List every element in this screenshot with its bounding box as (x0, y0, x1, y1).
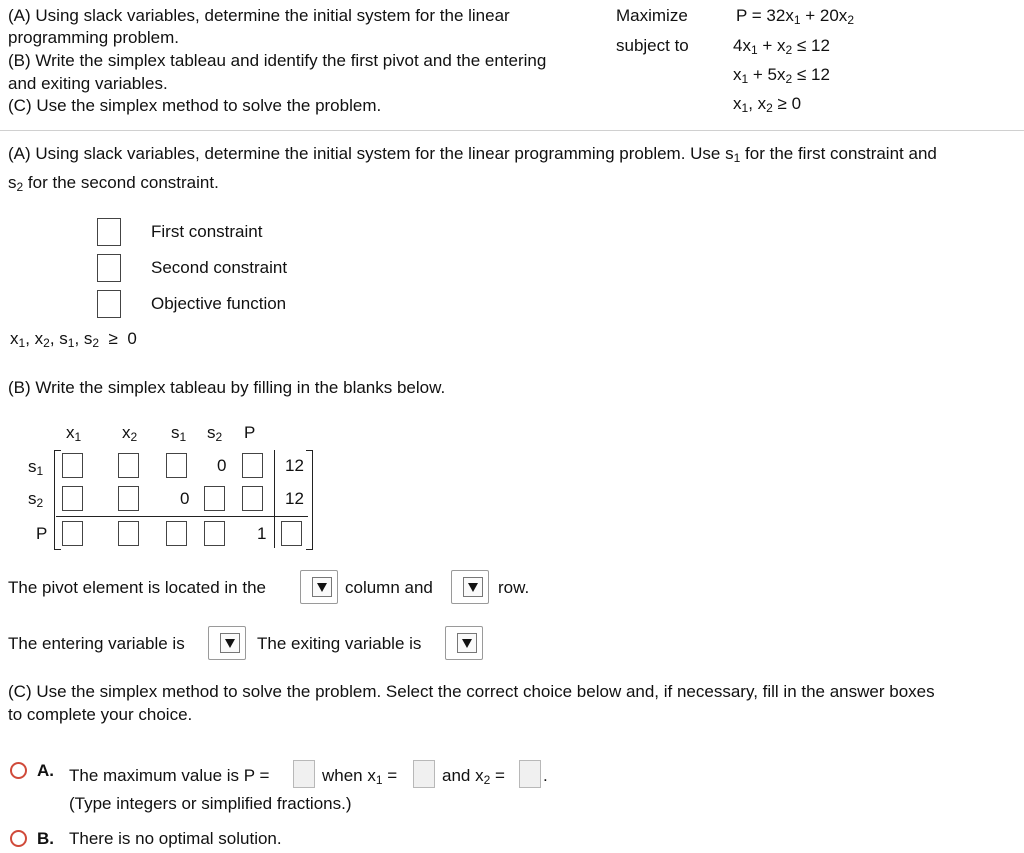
tableau-r1-rhs-value: 12 (285, 456, 304, 475)
header-line-3: (B) Write the simplex tableau and identify the first pivot and the entering (8, 51, 547, 70)
partA-prompt-line-2: $s_2$ for the second constraint. (8, 173, 219, 194)
pivot-column-dropdown[interactable] (300, 570, 338, 604)
nonnegativity-all: $x_1$, $x_2$, $s_1$, $s_2 \ge 0$ (10, 329, 137, 350)
pivot-row-dropdown[interactable] (451, 570, 489, 604)
first-constraint-label: First constraint (151, 222, 263, 241)
option-b-text: There is no optimal solution. (69, 829, 282, 848)
tableau-r3-rhs-input[interactable] (281, 521, 302, 546)
tableau-header-s1: $s_1$ (171, 423, 187, 444)
chevron-down-icon (220, 633, 240, 653)
maximize-label: Maximize (616, 6, 688, 25)
tableau-r2-s1-value: 0 (180, 489, 190, 508)
option-a-text-3: and $x_2$ = (442, 766, 505, 787)
pivot-prefix: The pivot element is located in the (8, 578, 266, 597)
chevron-down-icon (463, 577, 483, 597)
option-b-letter: B. (37, 829, 54, 848)
objective-function-label: Objective function (151, 294, 287, 313)
constraint-1-expression: $4x_1 + x_2 \le 12$ (733, 36, 830, 57)
header-line-5: (C) Use the simplex method to solve the problem. (8, 96, 382, 115)
tableau-r1-x1-input[interactable] (62, 453, 83, 478)
chevron-down-icon (312, 577, 332, 597)
partC-prompt-line-1: (C) Use the simplex method to solve the problem. Select the correct choice below and, if necessary, fill in the answer boxes (8, 682, 935, 701)
tableau-r3-s1-input[interactable] (166, 521, 187, 546)
tableau-r2-x2-input[interactable] (118, 486, 139, 511)
chevron-down-icon (457, 633, 477, 653)
partC-prompt-line-2: to complete your choice. (8, 705, 193, 724)
pivot-mid: column and (345, 578, 433, 597)
entering-label: The entering variable is (8, 634, 185, 653)
option-a-period: . (543, 766, 548, 785)
exiting-label: The exiting variable is (257, 634, 422, 653)
option-a-text-1: The maximum value is P = (69, 766, 270, 785)
tableau-r2-p-input[interactable] (242, 486, 263, 511)
tableau-r1-s1-input[interactable] (166, 453, 187, 478)
partA-prompt-line-1: (A) Using slack variables, determine the initial system for the linear programming problem. Use $s_1$ for the first constraint and (8, 144, 937, 165)
constraint-2-expression: $x_1 + 5x_2 \le 12$ (733, 65, 830, 86)
objective-function-input[interactable] (97, 290, 121, 318)
tableau-r3-p-value: 1 (257, 524, 267, 543)
option-b-radio[interactable] (10, 830, 27, 847)
partB-prompt: (B) Write the simplex tableau by filling in the blanks below. (8, 378, 446, 397)
nonnegativity-expression: $x_1$, $x_2 \ge 0$ (733, 94, 802, 115)
tableau-objective-divider (56, 516, 308, 517)
tableau-r3-s2-input[interactable] (204, 521, 225, 546)
x2-input[interactable] (519, 760, 541, 788)
option-a-text-2: when $x_1$ = (322, 766, 398, 787)
exiting-variable-dropdown[interactable] (445, 626, 483, 660)
tableau-left-bracket (54, 450, 61, 550)
tableau-header-x2: $x_2$ (122, 423, 138, 444)
pivot-suffix: row. (498, 578, 530, 597)
header-line-2: programming problem. (8, 28, 180, 47)
second-constraint-input[interactable] (97, 254, 121, 282)
header-line-4: and exiting variables. (8, 74, 168, 93)
first-constraint-input[interactable] (97, 218, 121, 246)
tableau-rhs-divider (274, 450, 275, 548)
tableau-r1-s2-value: 0 (217, 456, 227, 475)
tableau-r3-x1-input[interactable] (62, 521, 83, 546)
entering-variable-dropdown[interactable] (208, 626, 246, 660)
tableau-r1-x2-input[interactable] (118, 453, 139, 478)
tableau-r2-x1-input[interactable] (62, 486, 83, 511)
tableau-r3-x2-input[interactable] (118, 521, 139, 546)
x1-input[interactable] (413, 760, 435, 788)
header-line-1: (A) Using slack variables, determine the initial system for the linear (8, 6, 510, 25)
second-constraint-label: Second constraint (151, 258, 288, 277)
divider (0, 130, 1024, 131)
option-a-radio[interactable] (10, 762, 27, 779)
option-a-hint: (Type integers or simplified fractions.) (69, 794, 352, 813)
tableau-right-bracket (306, 450, 313, 550)
tableau-r2-rhs-value: 12 (285, 489, 304, 508)
subject-to-label: subject to (616, 36, 689, 55)
tableau-r1-p-input[interactable] (242, 453, 263, 478)
tableau-header-x1: $x_1$ (66, 423, 82, 444)
max-p-input[interactable] (293, 760, 315, 788)
tableau-row-label-p: P (36, 524, 48, 543)
objective-expression: $P = 32x_1 + 20x_2$ (736, 6, 854, 27)
tableau-header-s2: $s_2$ (207, 423, 223, 444)
tableau-row-label-s1: $s_1$ (28, 457, 44, 478)
option-a-letter: A. (37, 761, 54, 780)
tableau-header-p: P (244, 423, 256, 442)
tableau-r2-s2-input[interactable] (204, 486, 225, 511)
tableau-row-label-s2: $s_2$ (28, 489, 44, 510)
